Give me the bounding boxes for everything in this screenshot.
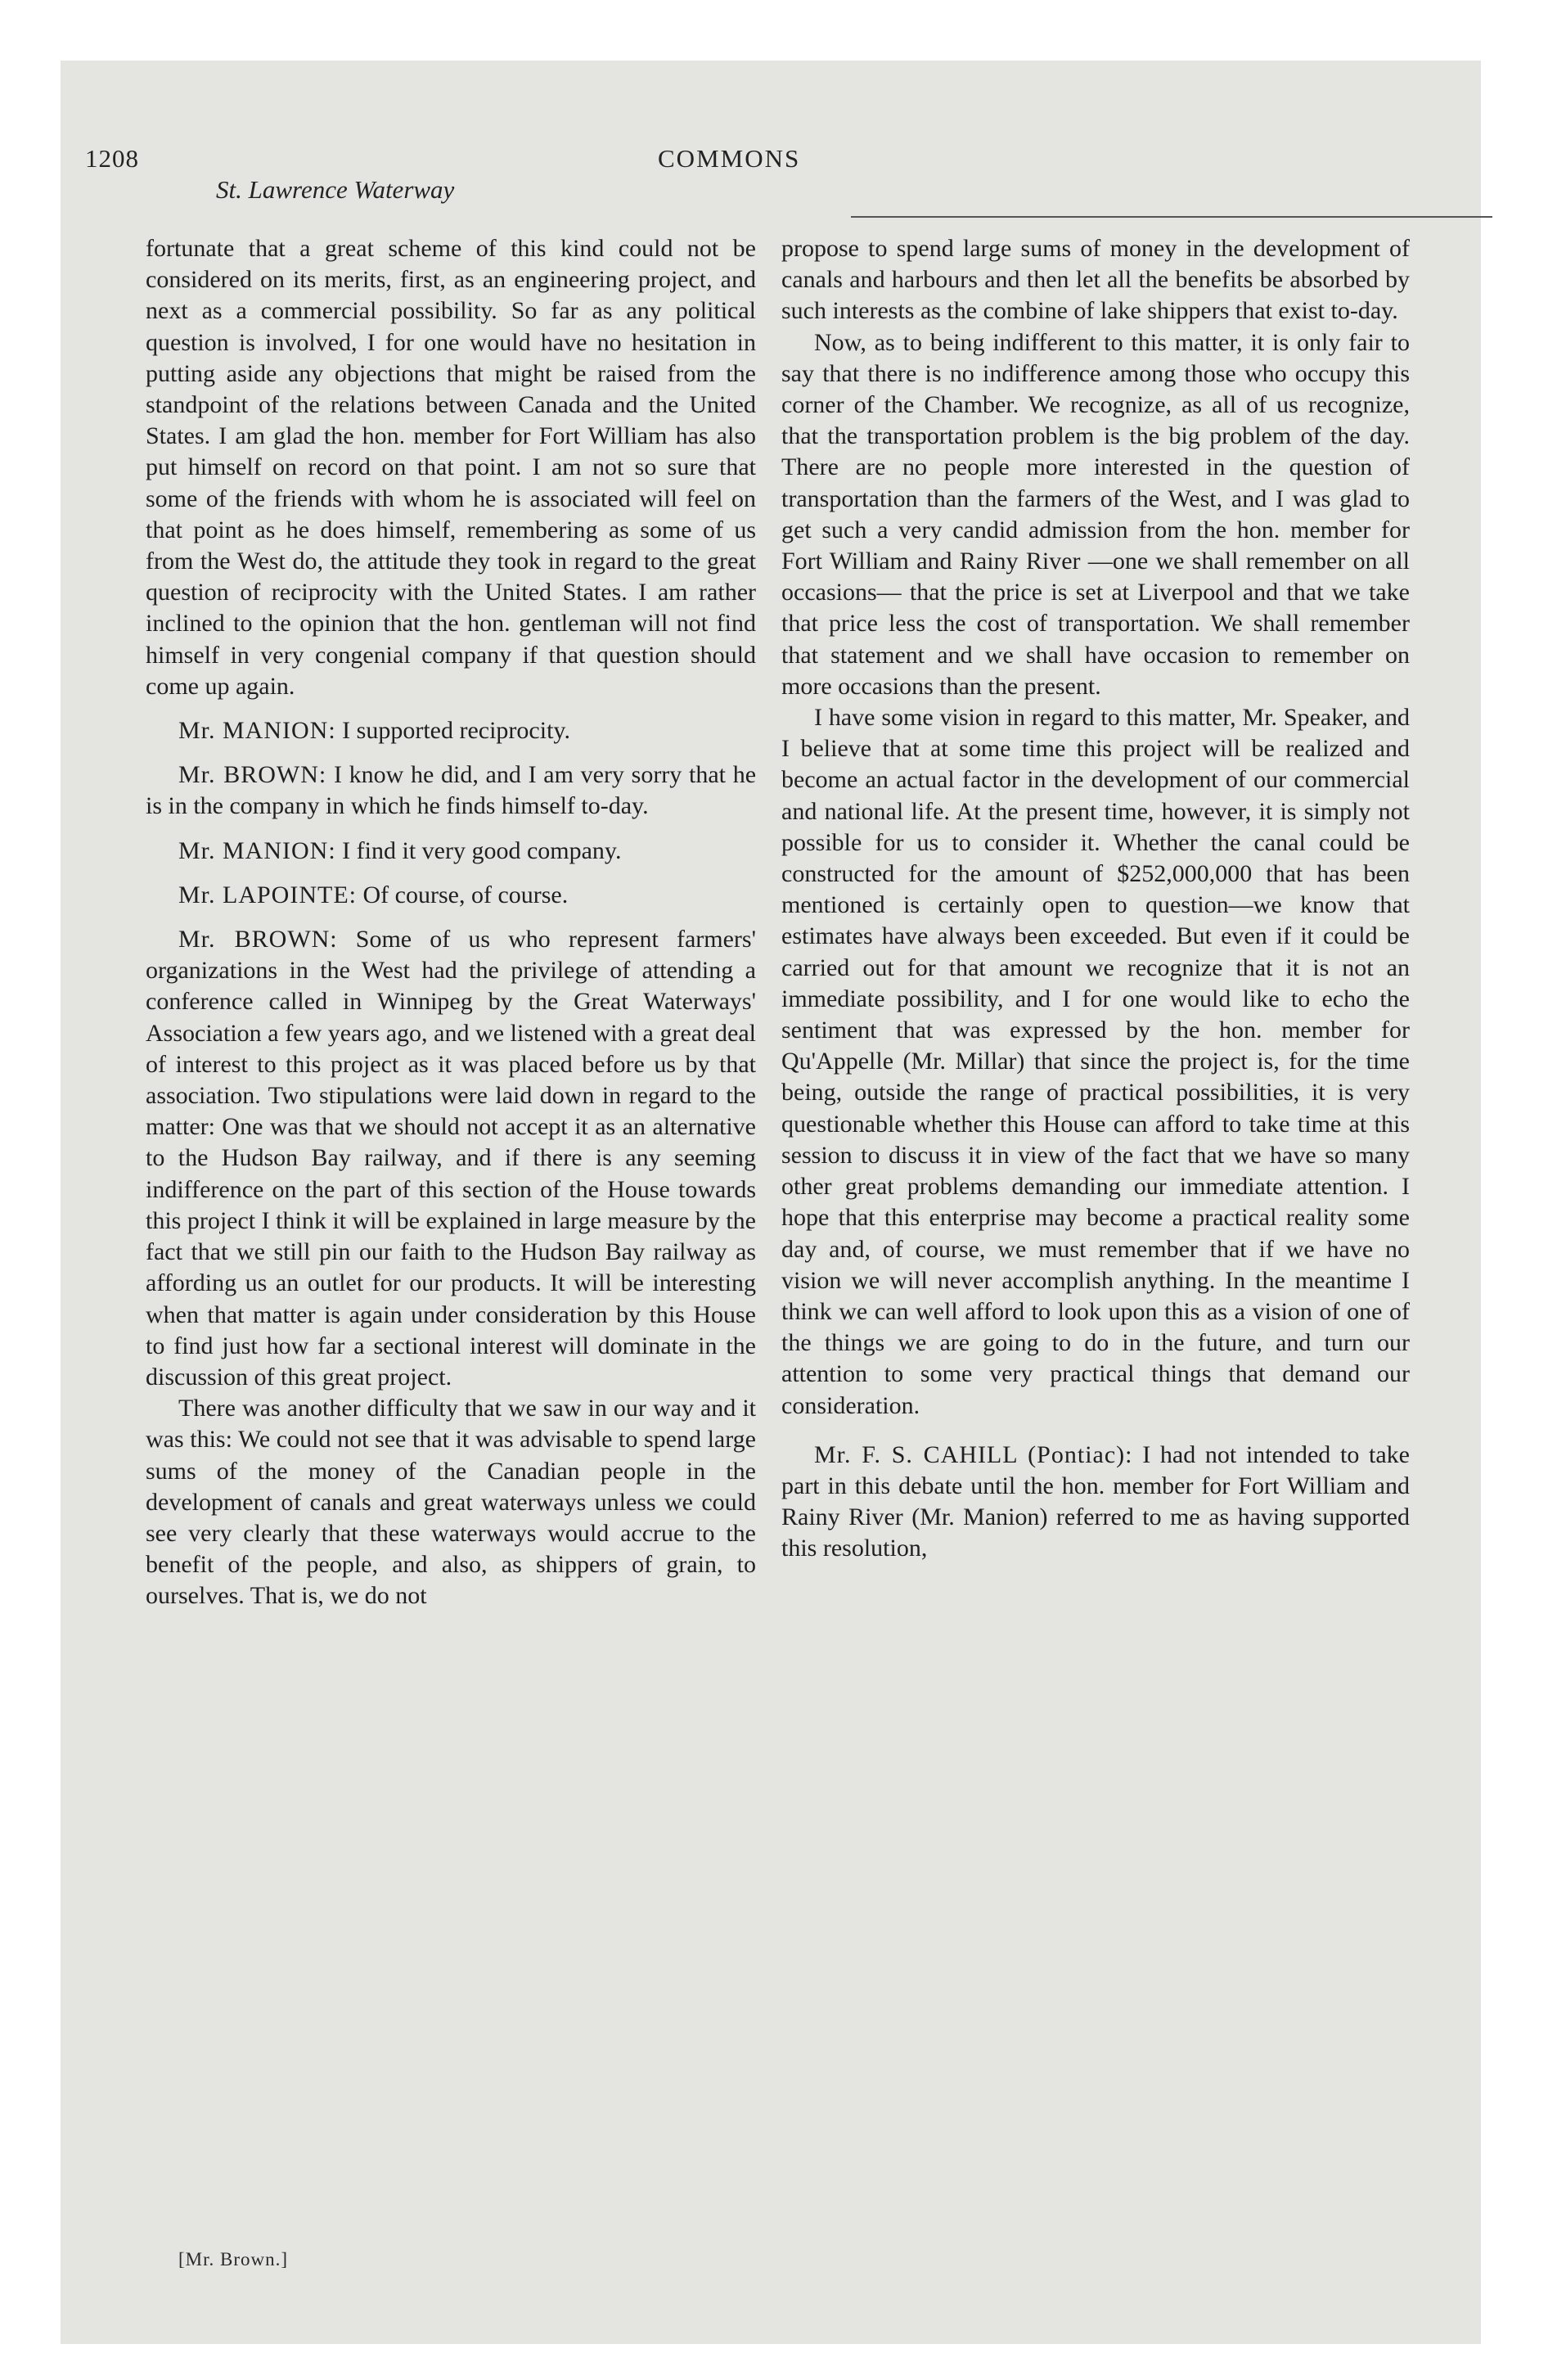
speaker-name: Mr. BROWN: bbox=[178, 926, 338, 953]
speech-text: I know he did, and I am very sorry that he is in the company in which he finds himself to-day. bbox=[146, 761, 756, 820]
speech-text: I supported reciprocity. bbox=[342, 717, 570, 745]
speech-text: I had not intended to take part in this debate until the hon. member for Fort William and Rainy River (Mr. Manion) referred to me as having supported this resolution, bbox=[781, 1440, 1410, 1562]
speech-manion-1 bbox=[146, 715, 756, 746]
speech-text: Of course, of course. bbox=[362, 881, 569, 908]
speech-cahill bbox=[781, 1440, 1410, 1565]
speech-lapointe bbox=[146, 880, 756, 911]
speech-brown-2 bbox=[146, 924, 756, 1393]
header-title: COMMONS bbox=[658, 144, 801, 173]
page-number: 1208 bbox=[85, 144, 139, 173]
paragraph: There was another difficulty that we saw in our way and it was this: We could not see that it was advisable to spend large sums of the money of the Canadian people in the development of canals and great waterways unless we could see very clearly that these waterways would accrue to the benefit of the people, and also, as shippers of grain, to ourselves. That is, we do not bbox=[146, 1395, 756, 1610]
paragraph: fortunate that a great scheme of this kind could not be considered on its merits, first, as an engineering project, and next as a commercial possibility. So far as any political question is involved, I for one would have no hesitation in putting aside any objections that might be raised from the standpoint of the relations between Canada and the United States. I am glad the hon. member for Fort William has also put himself on record on that point. I am not so sure that some of the friends with whom he is associated will feel on that point as he does himself, remembering as some of us from the West do, the attitude they took in regard to the great question of reciprocity with the United States. I am rather inclined to the opinion that the hon. gentleman will not find himself in very congenial company if that question should come up again. bbox=[146, 235, 756, 700]
speaker-name: Mr. F. S. CAHILL (Pontiac): bbox=[814, 1440, 1133, 1468]
right-column bbox=[781, 233, 1410, 2230]
paragraph: I have some vision in regard to this matter, Mr. Speaker, and I believe that at some time this project will be realized and become an actual factor in the development of our commercial and national life. At the present time, however, it is simply not possible for us to consider it. Whether the canal could be constructed for the amount of $252,000,000 that has been mentioned is certainly open to question—we know that estimates have always been exceeded. But even if it could be carried out for that amount we recognize that it is not an immediate possibility, and I for one would like to echo the sentiment that was expressed by the hon. member for Qu'Appelle (Mr. Millar) that since the project is, for the time being, outside the range of practical possibilities, it is very questionable whether this House can afford to take time at this session to discuss it in view of the fact that we have so many other great problems demanding our immediate attention. I hope that this enterprise may become a practical reality some day and, of course, we must remember that if we have no vision we will never accomplish anything. In the meantime I think we can well afford to look upon this as a vision of one of the things we are going to do in the future, and turn our attention to some very practical things that demand our consideration. bbox=[781, 704, 1410, 1419]
speech-text: I find it very good company. bbox=[342, 836, 622, 864]
header-subject: St. Lawrence Waterway bbox=[216, 175, 455, 204]
speech-brown-1 bbox=[146, 760, 756, 822]
footer-speaker-reference: [Mr. Brown.] bbox=[178, 2249, 289, 2270]
speaker-name: Mr. MANION: bbox=[178, 717, 336, 745]
paragraph: Now, as to being indifferent to this matter, it is only fair to say that there is no indifference among those who occupy this corner of the Chamber. We recognize, as all of us recognize, that the transportation problem is the big problem of the day. There are no people more interested in the question of transportation than the farmers of the West, and I was glad to get such a very candid admission from the hon. member for Fort William and Rainy River —one we shall remember on all occasions— that the price is set at Liverpool and that we take that price less the cost of transportation. We shall remember that statement and we shall have occasion to remember on more occasions than the present. bbox=[781, 328, 1410, 700]
paragraph: propose to spend large sums of money in the development of canals and harbours and then let all the benefits be absorbed by such interests as the combine of lake shippers that exist to-day. bbox=[781, 235, 1410, 325]
speaker-name: Mr. BROWN: bbox=[178, 761, 327, 789]
speaker-name: Mr. LAPOINTE: bbox=[178, 881, 357, 908]
page-header bbox=[85, 82, 1411, 204]
speech-text: Some of us who represent farmers' organizations in the West had the privilege of attending a conference called in Winnipeg by the Great Waterways' Association a few years ago, and we listened with a great deal of interest to this project as it was placed before us by that association. Two stipulations were laid down in regard to the matter: One was that we should not accept it as an alternative to the Hudson Bay railway, and if there is any seeming indifference on the part of this section of the House towards this project I think it will be explained in large measure by the fact that we still pin our faith to the Hudson Bay railway as affording us an outlet for our products. It will be interesting when that matter is again under consideration by this House to find just how far a sectional interest will dominate in the discussion of this great project. bbox=[146, 926, 756, 1391]
header-rule bbox=[851, 216, 1492, 218]
left-column bbox=[146, 233, 756, 2230]
speech-manion-2 bbox=[146, 836, 756, 867]
speaker-name: Mr. MANION: bbox=[178, 836, 336, 864]
